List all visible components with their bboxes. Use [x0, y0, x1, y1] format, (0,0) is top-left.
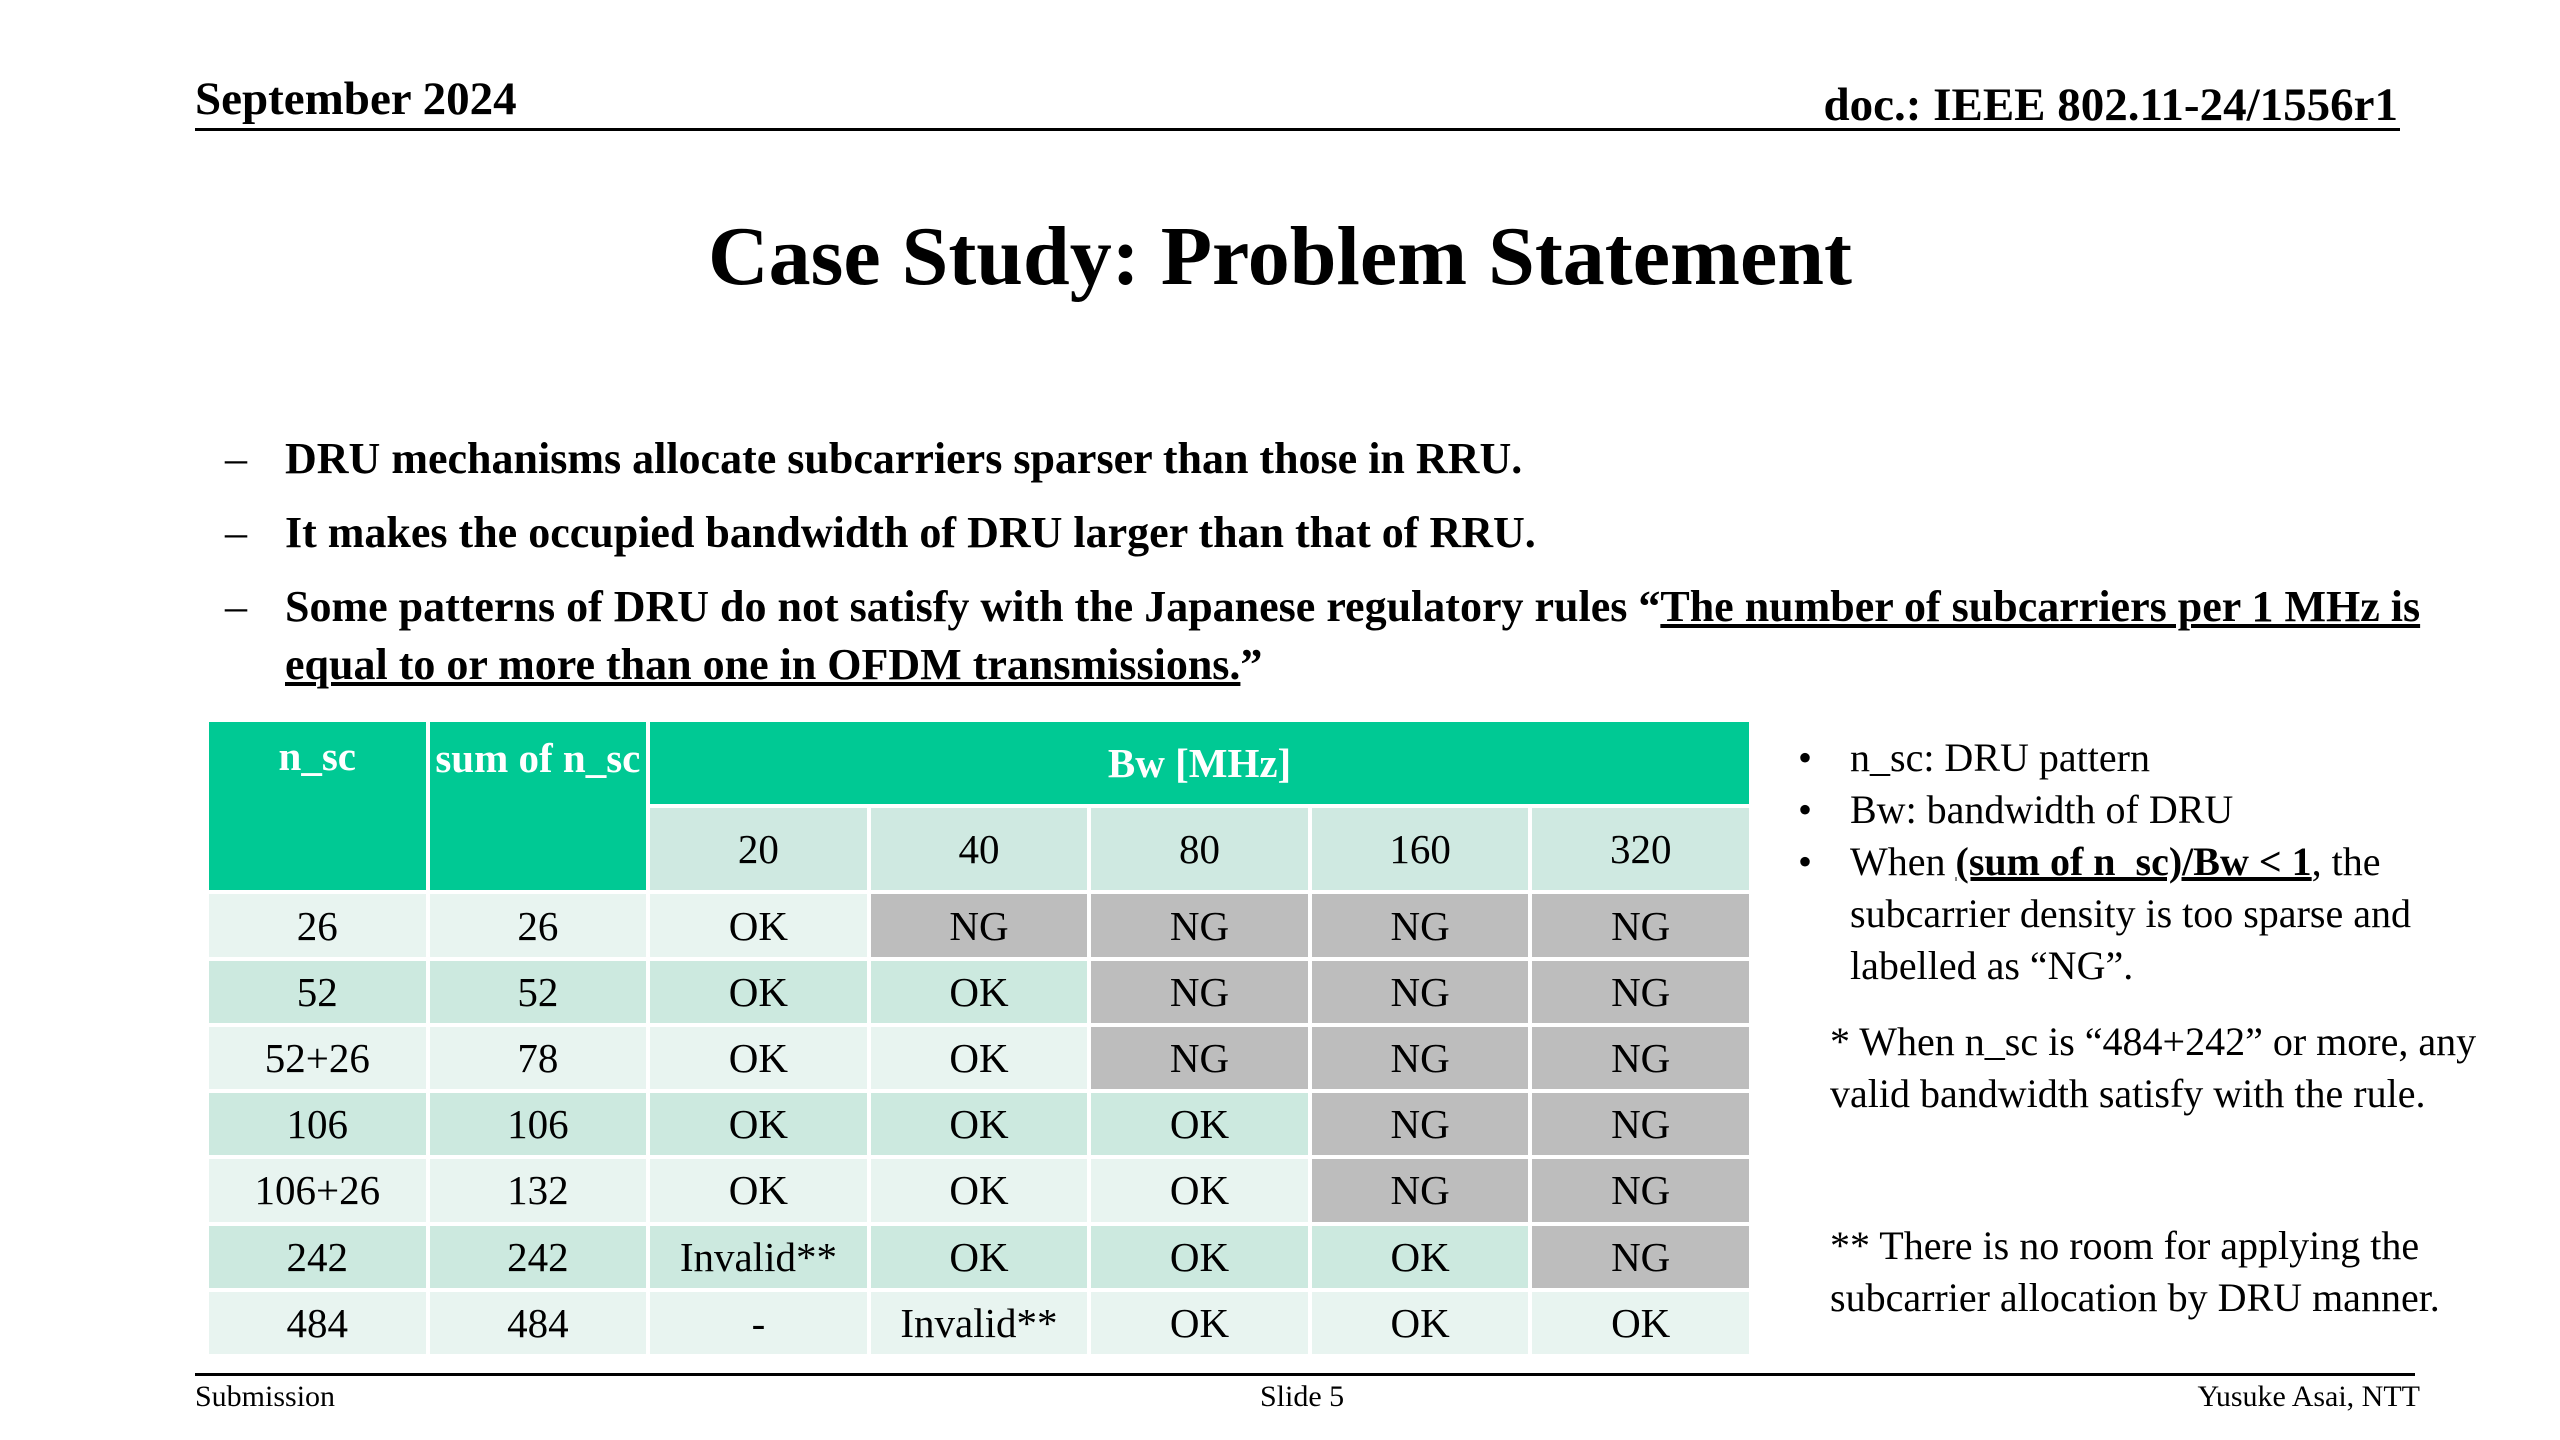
- table-row: [209, 1093, 1749, 1155]
- bullet-dot: •: [1798, 787, 1813, 832]
- result-cell: OK: [650, 894, 867, 956]
- result-cell: OK: [650, 1093, 867, 1155]
- col-header-nsc: n_sc: [209, 722, 426, 890]
- result-cell: NG: [1312, 894, 1529, 956]
- result-cell: NG: [1312, 1027, 1529, 1089]
- sum-cell: 52: [430, 961, 647, 1023]
- table-row: [209, 1226, 1749, 1288]
- bullet-text: It makes the occupied bandwidth of DRU larger than that of RRU.: [285, 508, 1536, 557]
- result-cell: -: [650, 1292, 867, 1354]
- note-item: [1790, 784, 2510, 836]
- footer-slide-number: Slide 5: [1260, 1380, 1345, 1413]
- bw-header-cell: 320: [1532, 808, 1749, 890]
- result-cell: OK: [871, 1027, 1088, 1089]
- sum-cell: 26: [430, 894, 647, 956]
- result-cell: OK: [650, 1159, 867, 1221]
- result-cell: OK: [871, 1093, 1088, 1155]
- dash-glyph: –: [225, 508, 247, 557]
- nsc-cell: 484: [209, 1292, 426, 1354]
- footer-submission: Submission: [195, 1380, 336, 1413]
- result-cell: NG: [1532, 1027, 1749, 1089]
- slide-title: Case Study: Problem Statement: [707, 210, 1852, 303]
- result-cell: OK: [1091, 1159, 1308, 1221]
- bullet-list: [225, 430, 2455, 710]
- notes-list: [1790, 732, 2510, 992]
- result-cell: NG: [1091, 961, 1308, 1023]
- note-item: [1790, 732, 2510, 784]
- table-row: [209, 894, 1749, 956]
- result-cell: NG: [1312, 1093, 1529, 1155]
- table-row: [209, 961, 1749, 1023]
- bw-header-cell: 80: [1091, 808, 1308, 890]
- result-cell: NG: [1091, 1027, 1308, 1089]
- col-header-sum: sum of n_sc: [430, 722, 647, 890]
- sum-cell: 106: [430, 1093, 647, 1155]
- bw-header-cell: 40: [871, 808, 1088, 890]
- result-cell: OK: [1312, 1226, 1529, 1288]
- sum-cell: 484: [430, 1292, 647, 1354]
- nsc-cell: 106: [209, 1093, 426, 1155]
- dash-glyph: –: [225, 582, 247, 631]
- footnote-double-star: ** There is no room for applying the subcarrier allocation by DRU manner.: [1830, 1223, 2440, 1320]
- bullet-item: [225, 430, 2455, 488]
- result-cell: NG: [1532, 894, 1749, 956]
- result-cell: NG: [1532, 1226, 1749, 1288]
- result-cell: OK: [1091, 1093, 1308, 1155]
- nsc-cell: 26: [209, 894, 426, 956]
- sum-cell: 132: [430, 1159, 647, 1221]
- footer-author: Yusuke Asai, NTT: [2197, 1380, 2420, 1413]
- result-cell: OK: [1532, 1292, 1749, 1354]
- result-cell: NG: [1312, 1159, 1529, 1221]
- result-cell: OK: [1312, 1292, 1529, 1354]
- bw-header-cell: 160: [1312, 808, 1529, 890]
- result-cell: OK: [871, 1159, 1088, 1221]
- result-cell: NG: [1091, 894, 1308, 956]
- note-text: Bw: bandwidth of DRU: [1850, 787, 2234, 832]
- header-doc-id: doc.: IEEE 802.11-24/1556r1: [1823, 79, 2398, 131]
- nsc-cell: 242: [209, 1226, 426, 1288]
- result-cell: Invalid**: [650, 1226, 867, 1288]
- result-cell: OK: [1091, 1292, 1308, 1354]
- result-cell: NG: [1532, 1093, 1749, 1155]
- bullet-text: Some patterns of DRU do not satisfy with the Japanese regulatory rules “: [285, 582, 1661, 631]
- result-cell: NG: [871, 894, 1088, 956]
- note-text: n_sc: DRU pattern: [1850, 735, 2150, 780]
- nsc-cell: 106+26: [209, 1159, 426, 1221]
- nsc-cell: 52: [209, 961, 426, 1023]
- table-row: [209, 1027, 1749, 1089]
- result-cell: OK: [1091, 1226, 1308, 1288]
- header-divider: [195, 128, 2400, 131]
- result-cell: OK: [650, 1027, 867, 1089]
- bullet-item: [225, 504, 2455, 562]
- nsc-cell: 52+26: [209, 1027, 426, 1089]
- result-cell: OK: [871, 1226, 1088, 1288]
- dru-pattern-table: [205, 718, 1753, 1358]
- sum-cell: 242: [430, 1226, 647, 1288]
- footnote-single-star: * When n_sc is “484+242” or more, any valid bandwidth satisfy with the rule.: [1830, 1019, 2477, 1116]
- bullet-text: ”: [1240, 640, 1263, 689]
- result-cell: NG: [1532, 1159, 1749, 1221]
- table-body: [209, 894, 1749, 1354]
- bw-header-cell: 20: [650, 808, 867, 890]
- col-header-bw: Bw [MHz]: [650, 722, 1749, 804]
- regulatory-rule-quote: The number of subcarriers per 1 MHz is equal to or more than one in OFDM transmissions.: [285, 582, 2421, 689]
- table-row: [209, 1292, 1749, 1354]
- result-cell: OK: [650, 961, 867, 1023]
- dash-glyph: –: [225, 434, 247, 483]
- note-text: , the subcarrier density is too sparse and labelled as “NG”.: [1850, 839, 2411, 988]
- bullet-text: DRU mechanisms allocate subcarriers sparser than those in RRU.: [285, 434, 1523, 483]
- footer-divider: [195, 1373, 2415, 1376]
- table-row: [209, 1159, 1749, 1221]
- note-text: When: [1850, 839, 1956, 884]
- result-cell: Invalid**: [871, 1292, 1088, 1354]
- sum-cell: 78: [430, 1027, 647, 1089]
- ng-condition: (sum of n_sc)/Bw < 1: [1955, 839, 2312, 884]
- note-item-ng-rule: [1790, 836, 2510, 992]
- result-cell: NG: [1312, 961, 1529, 1023]
- result-cell: OK: [871, 961, 1088, 1023]
- header-date: September 2024: [195, 73, 517, 125]
- bullet-dot: •: [1798, 839, 1813, 884]
- bullet-dot: •: [1798, 735, 1813, 780]
- result-cell: NG: [1532, 961, 1749, 1023]
- bullet-item-regulatory: [225, 578, 2455, 694]
